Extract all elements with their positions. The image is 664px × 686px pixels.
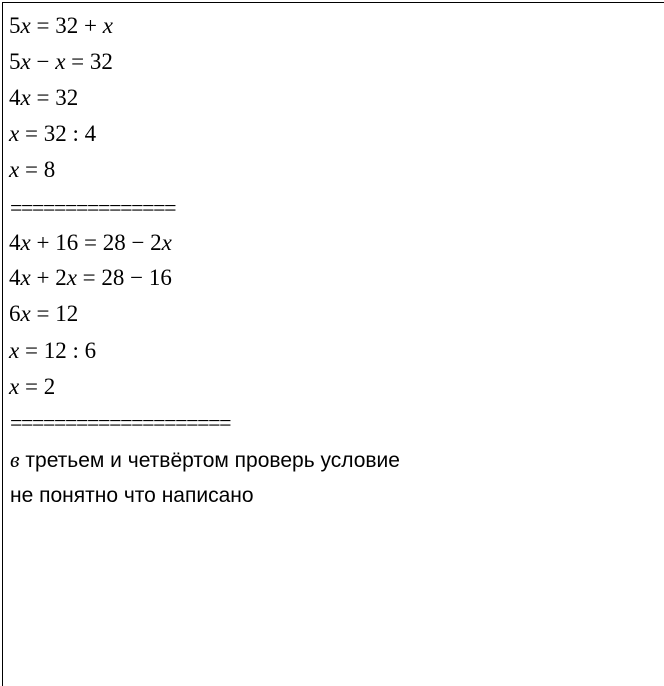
page-frame (2, 2, 664, 686)
equation-line: x = 2 (9, 374, 56, 399)
equation-line: 4x + 2x = 28 − 16 (9, 265, 172, 290)
comment-text: третьем и четвёртом проверь условие (19, 449, 400, 472)
equation-line: x = 8 (9, 157, 56, 182)
comment-italic-letter: в (10, 447, 20, 472)
equation-line: 5x = 32 + x (9, 13, 113, 38)
equation-line: x = 12 : 6 (9, 338, 97, 363)
equation-line: 5x − x = 32 (9, 49, 113, 74)
equation-line: 6x = 12 (9, 301, 79, 326)
equation-line: 4x + 16 = 28 − 2x (9, 230, 172, 255)
equation-line: 4x = 32 (9, 85, 79, 110)
separator-line: =============== (10, 195, 176, 220)
comment-line-1 (10, 447, 400, 474)
equation-line: x = 32 : 4 (9, 121, 97, 146)
comment-line-2: не понятно что написано (10, 484, 254, 507)
separator-line: ==================== (10, 410, 231, 435)
